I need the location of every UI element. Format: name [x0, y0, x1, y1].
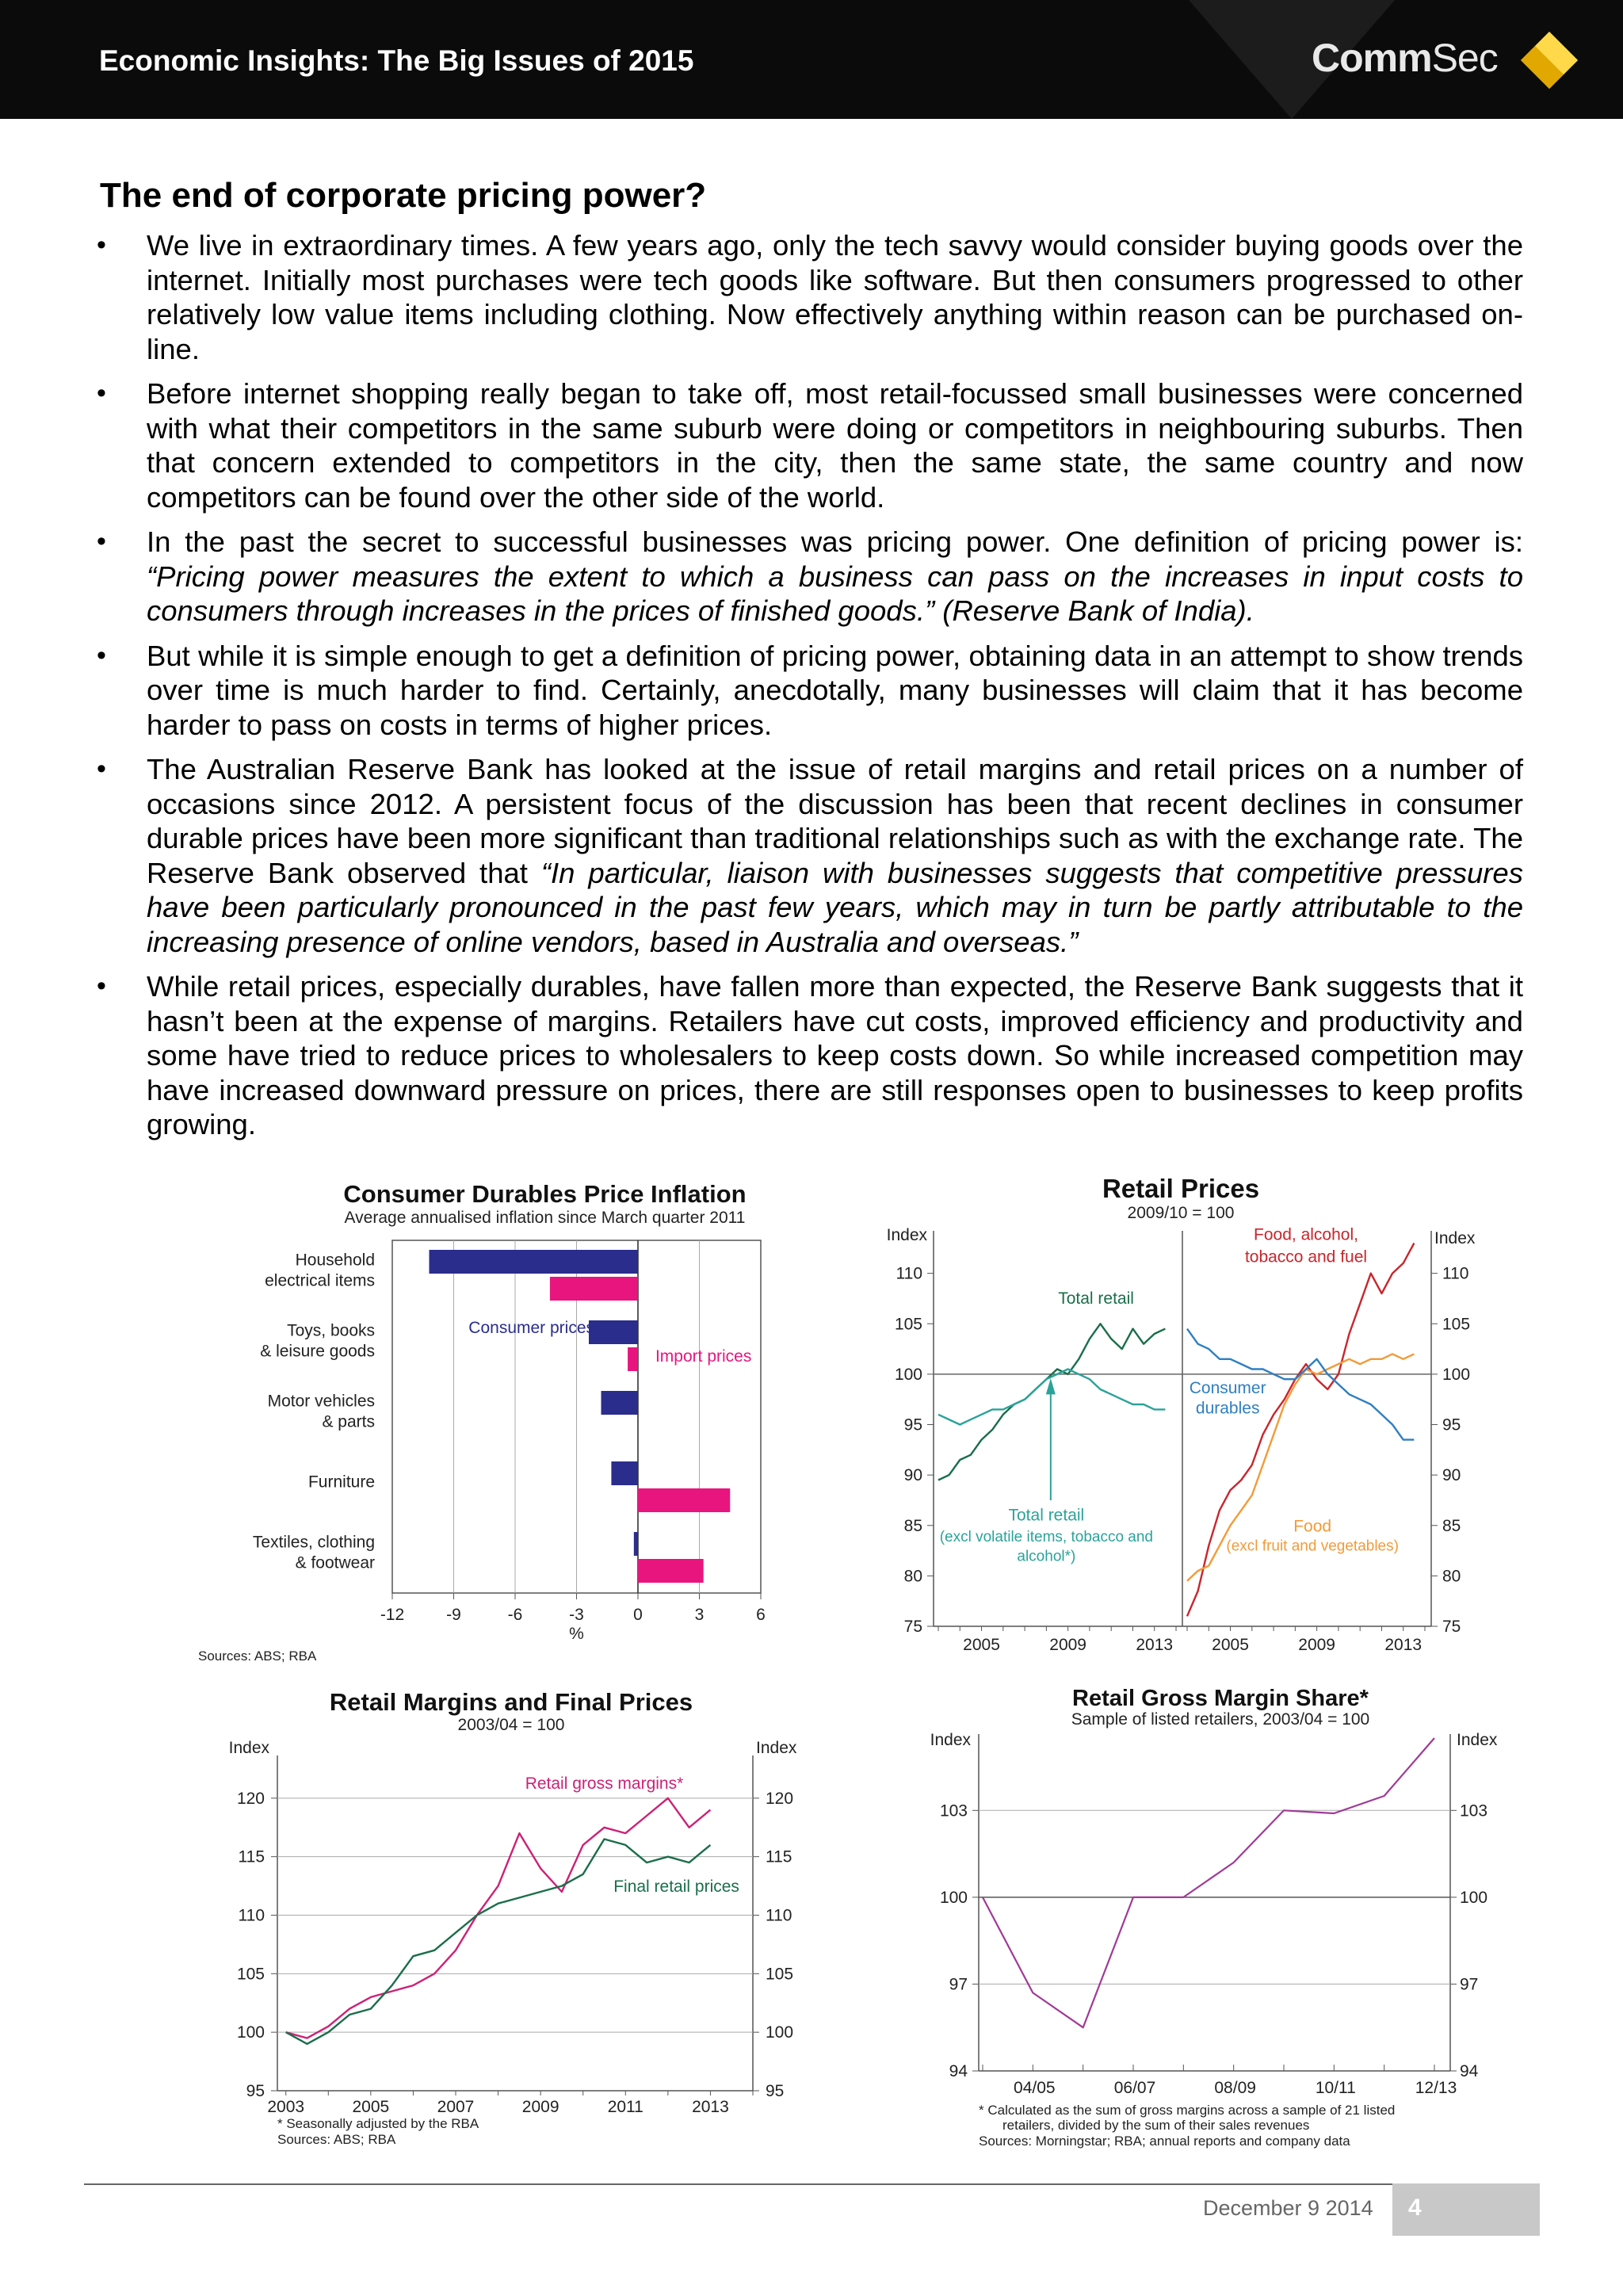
chart4-ytick-label: 100 — [1460, 1888, 1488, 1907]
chart4-xtick-label: 06/07 — [1113, 2079, 1156, 2097]
chart2-annotation-total-retail-excl: Total retail — [1008, 1506, 1085, 1525]
chart2-xtick-label: 2009 — [1298, 1636, 1335, 1654]
chart4-xtick-label: 12/13 — [1415, 2079, 1457, 2097]
chart1-category-label: & footwear — [295, 1553, 375, 1572]
chart2-annotation-tobacco-fuel: tobacco and fuel — [1244, 1247, 1368, 1266]
chart2-ytick-label: 90 — [1442, 1466, 1461, 1485]
commsec-logo — [1312, 35, 1498, 81]
chart4-ytick-label: 103 — [939, 1801, 968, 1820]
footer-divider — [84, 2183, 1538, 2185]
chart1-bar — [638, 1559, 704, 1583]
chart1-source: Sources: ABS; RBA — [198, 1648, 317, 1664]
chart1-category-label: Toys, books — [287, 1321, 375, 1340]
chart1-category-label: Motor vehicles — [267, 1392, 375, 1411]
chart2-annotation-excl-line2: alcohol*) — [1017, 1548, 1076, 1565]
chart4-ytick-label: 94 — [949, 2062, 968, 2080]
chart2-ytick-label: 95 — [903, 1415, 922, 1435]
chart3-subtitle: 2003/04 = 100 — [457, 1716, 565, 1734]
chart2-ytick-label: 100 — [1442, 1365, 1471, 1384]
logo-light: Sec — [1431, 36, 1498, 80]
chart3-xtick-label: 2009 — [521, 2098, 559, 2116]
chart-retail-prices-svg — [864, 1169, 1522, 1660]
chart1-category-label: Furniture — [307, 1473, 375, 1492]
bullet-5-text: The Australian Reserve Bank has looked at the issue of retail margins and retail prices on a number of occasions since 2012. A persistent focus of the discussion has been that recent declines in consumer durable prices have been more significant than traditional relationships such as with the exchange rate. The Reserve Bank observed that — [147, 753, 1523, 889]
bullet-3-quote: “Pricing power measures the extent to which a business can pass on the increases in input costs to consumers through increases in the prices of finished goods.” (Reserve Bank of India). — [147, 560, 1523, 627]
chart3-xtick-label: 2003 — [267, 2098, 305, 2116]
bullet-list — [97, 228, 1523, 1152]
chart3-xtick-label: 2011 — [607, 2098, 643, 2116]
chart2-title: Retail Prices — [1102, 1174, 1260, 1203]
chart3-ytick-label: 100 — [236, 2023, 265, 2042]
chart2-ylabel-right: Index — [1434, 1229, 1476, 1247]
chart4-xtick-label: 10/11 — [1315, 2079, 1356, 2097]
chart1-category-label: & leisure goods — [260, 1342, 375, 1361]
chart2-ytick-label: 110 — [896, 1264, 922, 1283]
chart4-footnote-2: retailers, divided by the sum of their sales revenues — [1002, 2118, 1310, 2133]
bullet-3 — [97, 525, 1523, 628]
chart2-annotation-excl-line1: (excl volatile items, tobacco and — [939, 1529, 1154, 1546]
chart2-ytick-label: 95 — [1442, 1415, 1461, 1435]
bullet-5 — [97, 752, 1523, 959]
chart4-xtick-label: 08/09 — [1214, 2079, 1256, 2097]
chart1-bar — [430, 1250, 639, 1274]
bullet-6: • While retail prices, especially durables, have fallen more than expected, the Reserve Bank suggests that it hasn’t been at the expense of margins. Retailers have cut costs, improved efficiency and productivity and some have tried to reduce prices to wholesalers to keep costs down. So while increased competition may have increased downward pressure on prices, there are still responses open to businesses to keep profits growing. — [97, 969, 1523, 1142]
page-number: 4 — [1408, 2195, 1422, 2221]
chart1-bar — [611, 1461, 638, 1485]
chart1-xtick-label: 6 — [756, 1606, 766, 1624]
chart4-ylabel-left: Index — [930, 1731, 971, 1749]
chart1-category-label: Textiles, clothing — [252, 1533, 375, 1552]
chart2-annotation-food: Food — [1293, 1517, 1332, 1536]
chart1-bar — [628, 1347, 638, 1371]
chart-retail-margins-svg — [194, 1684, 820, 2152]
chart2-ylabel-left: Index — [886, 1226, 927, 1244]
chart2-annotation-total-retail: Total retail — [1058, 1289, 1134, 1308]
chart3-series-line — [286, 1839, 711, 2044]
chart1-xtick-label: -12 — [380, 1606, 405, 1624]
chart3-legend-final-prices: Final retail prices — [613, 1877, 739, 1896]
chart1-category-label: Household — [295, 1251, 375, 1270]
chart4-ytick-label: 100 — [939, 1888, 968, 1907]
chart3-ytick-label: 110 — [238, 1906, 265, 1925]
commsec-diamond-icon — [1519, 30, 1579, 90]
chart2-ytick-label: 90 — [903, 1466, 922, 1485]
chart3-ylabel-right: Index — [756, 1739, 797, 1757]
chart3-ytick-label: 95 — [246, 2082, 265, 2100]
chart2-annotation-food-alcohol: Food, alcohol, — [1254, 1225, 1358, 1244]
chart3-xtick-label: 2007 — [437, 2098, 475, 2116]
chart3-title: Retail Margins and Final Prices — [329, 1688, 693, 1716]
chart3-ytick-label: 105 — [766, 1965, 794, 1984]
logo-strong: Comm — [1312, 36, 1432, 80]
chart4-subtitle: Sample of listed retailers, 2003/04 = 100 — [1071, 1710, 1370, 1729]
chart-margin-share — [903, 1680, 1522, 2164]
chart1-legend-import-prices: Import prices — [655, 1347, 752, 1366]
chart4-title: Retail Gross Margin Share* — [1072, 1686, 1369, 1711]
chart2-annotation-consumer: Consumer — [1189, 1379, 1266, 1398]
chart1-xtick-label: -9 — [446, 1606, 461, 1624]
chart2-annotation-arrowhead — [1046, 1378, 1056, 1394]
chart4-ytick-label: 94 — [1460, 2062, 1479, 2080]
bullet-1: • We live in extraordinary times. A few years ago, only the tech savvy would consider buying goods over the internet. Initially most purchases were tech goods like software. But then consumers progressed to other relatively low value items including clothing. Now effectively anything within reason can be purchased on-line. — [97, 228, 1523, 366]
chart2-ytick-label: 80 — [903, 1567, 922, 1586]
chart1-xtick-label: -3 — [569, 1606, 584, 1624]
chart-retail-margins — [194, 1684, 820, 2152]
chart3-xtick-label: 2013 — [692, 2098, 729, 2116]
chart2-ytick-label: 110 — [1442, 1264, 1469, 1283]
chart2-series-line — [938, 1370, 1165, 1425]
chart2-ytick-label: 100 — [894, 1365, 922, 1384]
chart2-subtitle: 2009/10 = 100 — [1127, 1204, 1235, 1222]
chart3-footnote: * Seasonally adjusted by the RBA — [277, 2116, 479, 2131]
chart4-ytick-label: 97 — [949, 1975, 968, 1994]
chart-consumer-durables-svg — [182, 1169, 800, 1676]
chart2-ytick-label: 80 — [1442, 1567, 1461, 1586]
chart2-annotation-durables: durables — [1195, 1399, 1260, 1418]
chart3-xtick-label: 2005 — [352, 2098, 390, 2116]
chart1-category-label: electrical items — [265, 1271, 375, 1290]
chart1-subtitle: Average annualised inflation since March quarter 2011 — [344, 1209, 746, 1227]
chart4-source: Sources: Morningstar; RBA; annual reports and company data — [979, 2134, 1350, 2149]
page-number-box — [1392, 2183, 1540, 2236]
chart2-ytick-label: 85 — [903, 1516, 922, 1535]
chart3-ytick-label: 115 — [238, 1847, 265, 1866]
chart3-ytick-label: 120 — [766, 1789, 794, 1808]
chart3-ytick-label: 120 — [236, 1789, 265, 1808]
chart3-legend-margins: Retail gross margins* — [525, 1775, 684, 1794]
chart1-xtick-label: -6 — [507, 1606, 523, 1624]
chart2-xtick-label: 2009 — [1049, 1636, 1086, 1654]
chart3-series-line — [286, 1798, 711, 2038]
chart3-ytick-label: 105 — [236, 1965, 265, 1984]
chart2-ytick-label: 85 — [1442, 1516, 1461, 1535]
chart2-xtick-label: 2005 — [1212, 1636, 1249, 1654]
chart4-footnote: * Calculated as the sum of gross margins across a sample of 21 listed — [979, 2103, 1396, 2118]
chart3-ytick-label: 100 — [766, 2023, 794, 2042]
chart2-ytick-label: 75 — [903, 1618, 922, 1636]
chart3-source: Sources: ABS; RBA — [277, 2132, 396, 2147]
chart1-bar — [550, 1277, 638, 1301]
bullet-3-text: In the past the secret to successful businesses was pricing power. One definition of pricing power is: — [147, 525, 1523, 558]
chart3-ytick-label: 110 — [766, 1906, 792, 1925]
chart1-xtick-label: 0 — [633, 1606, 643, 1624]
chart4-ytick-label: 103 — [1460, 1801, 1488, 1820]
chart1-category-label: & parts — [322, 1412, 375, 1431]
chart-consumer-durables — [182, 1169, 800, 1676]
chart2-series-line — [1187, 1244, 1414, 1617]
page-header — [0, 0, 1623, 119]
bullet-5-quote: “In particular, liaison with businesses suggests that competitive pressures have been particularly pronounced in the past few years, which may in turn be partly attributable to the increasing presence of online vendors, based in Australia and overseas.” — [147, 856, 1523, 958]
section-title: The end of corporate pricing power? — [100, 176, 707, 215]
chart2-ytick-label: 105 — [1442, 1315, 1471, 1334]
chart1-bar — [638, 1488, 730, 1512]
header-title: Economic Insights: The Big Issues of 2015 — [99, 44, 694, 77]
footer-date: December 9 2014 — [1203, 2196, 1373, 2220]
chart2-xtick-label: 2013 — [1384, 1636, 1423, 1654]
chart2-xtick-label: 2013 — [1136, 1636, 1174, 1654]
chart1-bar — [601, 1391, 639, 1415]
chart4-ytick-label: 97 — [1460, 1975, 1479, 1994]
chart4-xtick-label: 04/05 — [1014, 2079, 1056, 2097]
chart1-xlabel: % — [569, 1625, 584, 1643]
chart-retail-prices — [864, 1169, 1522, 1660]
chart3-ylabel-left: Index — [228, 1739, 269, 1757]
chart3-ytick-label: 115 — [766, 1847, 792, 1866]
chart-margin-share-svg — [903, 1680, 1522, 2164]
chart3-ytick-label: 95 — [766, 2082, 785, 2100]
chart2-ytick-label: 105 — [894, 1315, 922, 1334]
chart1-title: Consumer Durables Price Inflation — [343, 1180, 747, 1208]
chart1-bar — [589, 1320, 638, 1344]
chart2-ytick-label: 75 — [1442, 1618, 1461, 1636]
chart2-series-line — [938, 1324, 1165, 1480]
bullet-2: • Before internet shopping really began to take off, most retail-focussed small businesses were concerned with what their competitors in the same suburb were doing or competitors in neighbouring suburbs. Then that concern extended to competitors in the city, then the same state, the same country and now competitors can be found over the other side of the world. — [97, 376, 1523, 514]
chart2-xtick-label: 2005 — [963, 1636, 1000, 1654]
chart4-ylabel-right: Index — [1457, 1731, 1498, 1749]
bullet-4: • But while it is simple enough to get a definition of pricing power, obtaining data in an attempt to show trends over time is much harder to find. Certainly, anecdotally, many businesses will claim that it has become harder to pass on costs in terms of higher prices. — [97, 639, 1523, 743]
chart1-bar — [634, 1532, 638, 1556]
chart2-annotation-food-excl: (excl fruit and vegetables) — [1226, 1538, 1399, 1555]
chart1-xtick-label: 3 — [694, 1606, 705, 1624]
chart1-legend-consumer-prices: Consumer prices — [468, 1319, 595, 1337]
